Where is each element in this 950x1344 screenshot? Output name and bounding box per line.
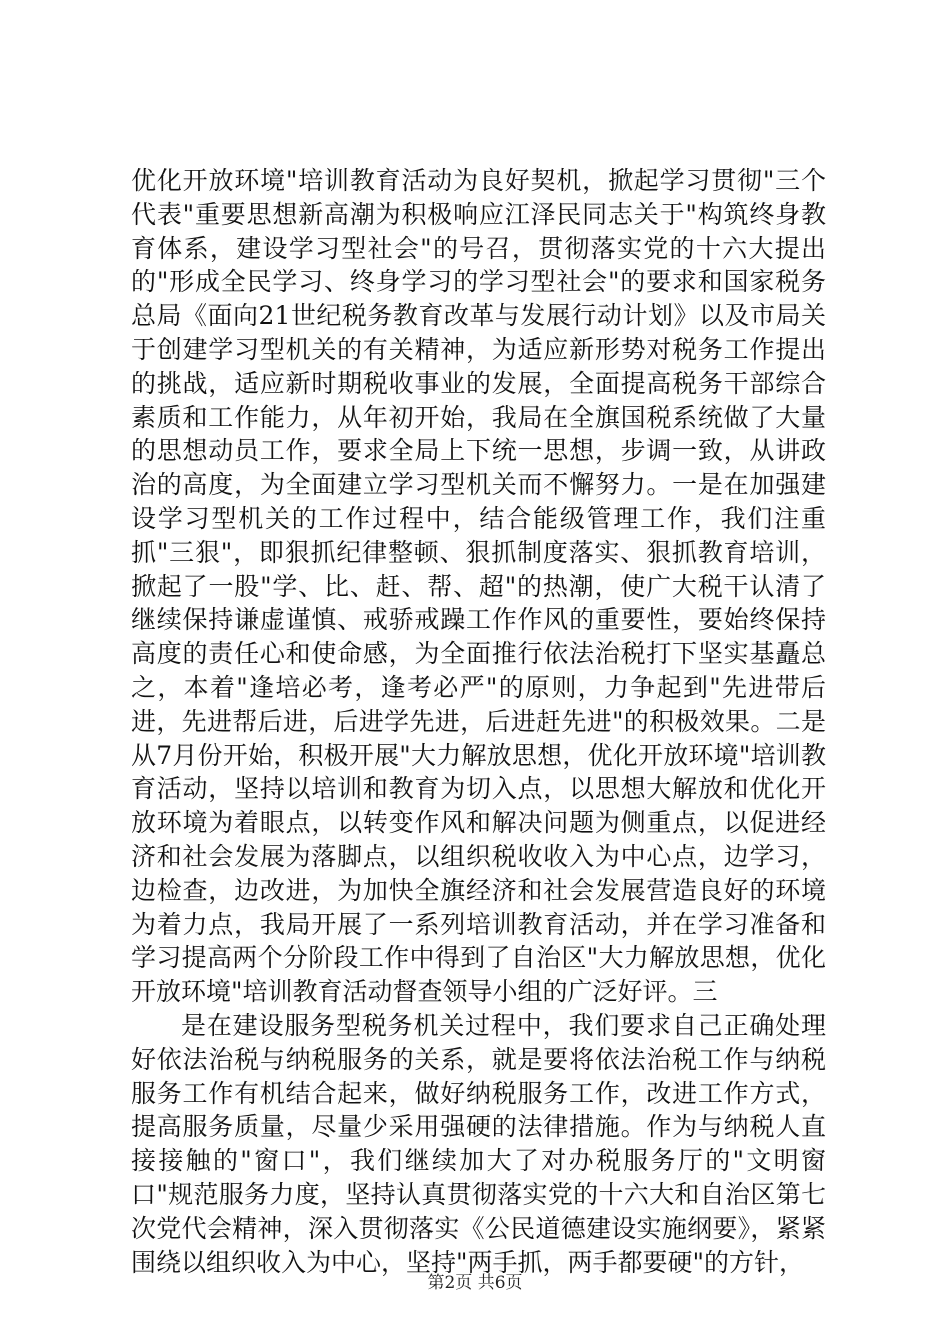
body-text <box>131 164 826 1279</box>
paragraph: 优化开放环境"培训教育活动为良好契机，掀起学习贯彻"三个代表"重要思想新高潮为积极响应江泽民同志关于"构筑终身教育体系，建设学习型社会"的号召，贯彻落实党的十六大提出的"形成全民学习、终身学习的学习型社会"的要求和国家税务总局《面向21世纪税务教育改革与发展行动计划》以及市局关于创建学习型机关的有关精神，为适应新形势对税务工作提出的挑战，适应新时期税收事业的发展，全面提高税务干部综合素质和工作能力，从年初开始，我局在全旗国税系统做了大量的思想动员工作，要求全局上下统一思想，步调一致，从讲政治的高度，为全面建立学习型机关而不懈努力。一是在加强建设学习型机关的工作过程中，结合能级管理工作，我们注重抓"三狠"，即狠抓纪律整顿、狠抓制度落实、狠抓教育培训，掀起了一股"学、比、赶、帮、超"的热潮，使广大税干认清了继续保持谦虚谨慎、戒骄戒躁工作作风的重要性，要始终保持高度的责任心和使命感，为全面推行依法治税打下坚实基矗总之，本着"逢培必考，逢考必严"的原则，力争起到"先进带后进，先进帮后进，后进学先进，后进赶先进"的积极效果。二是从7月份开始，积极开展"大力解放思想，优化开放环境"培训教育活动，坚持以培训和教育为切入点，以思想大解放和优化开放环境为着眼点，以转变作风和解决问题为侧重点，以促进经济和社会发展为落脚点，以组织税收收入为中心点，边学习，边检查，边改进，为加快全旗经济和社会发展营造良好的环境为着力点，我局开展了一系列培训教育活动，并在学习准备和学习提高两个分阶段工作中得到了自治区"大力解放思想，优化开放环境"培训教育活动督查领导小组的广泛好评。三 <box>131 166 826 1007</box>
paragraph: 是在建设服务型税务机关过程中，我们要求自己正确处理好依法治税与纳税服务的关系，就是要将依法治税工作与纳税服务工作有机结合起来，做好纳税服务工作，改进工作方式，提高服务质量，尽量少采用强硬的法律措施。作为与纳税人直接接触的"窗口"，我们继续加大了对办税服务厅的"文明窗口"规范服务力度，坚持认真贯彻落实党的十六大和自治区第七次党代会精神，深入贯彻落实《公民道德建设实施纲要》，紧紧围绕以组织收入为中心，坚持"两手抓，两手都要硬"的方针， <box>131 1010 826 1277</box>
page-footer: 第2页 共6页 <box>427 1273 523 1293</box>
